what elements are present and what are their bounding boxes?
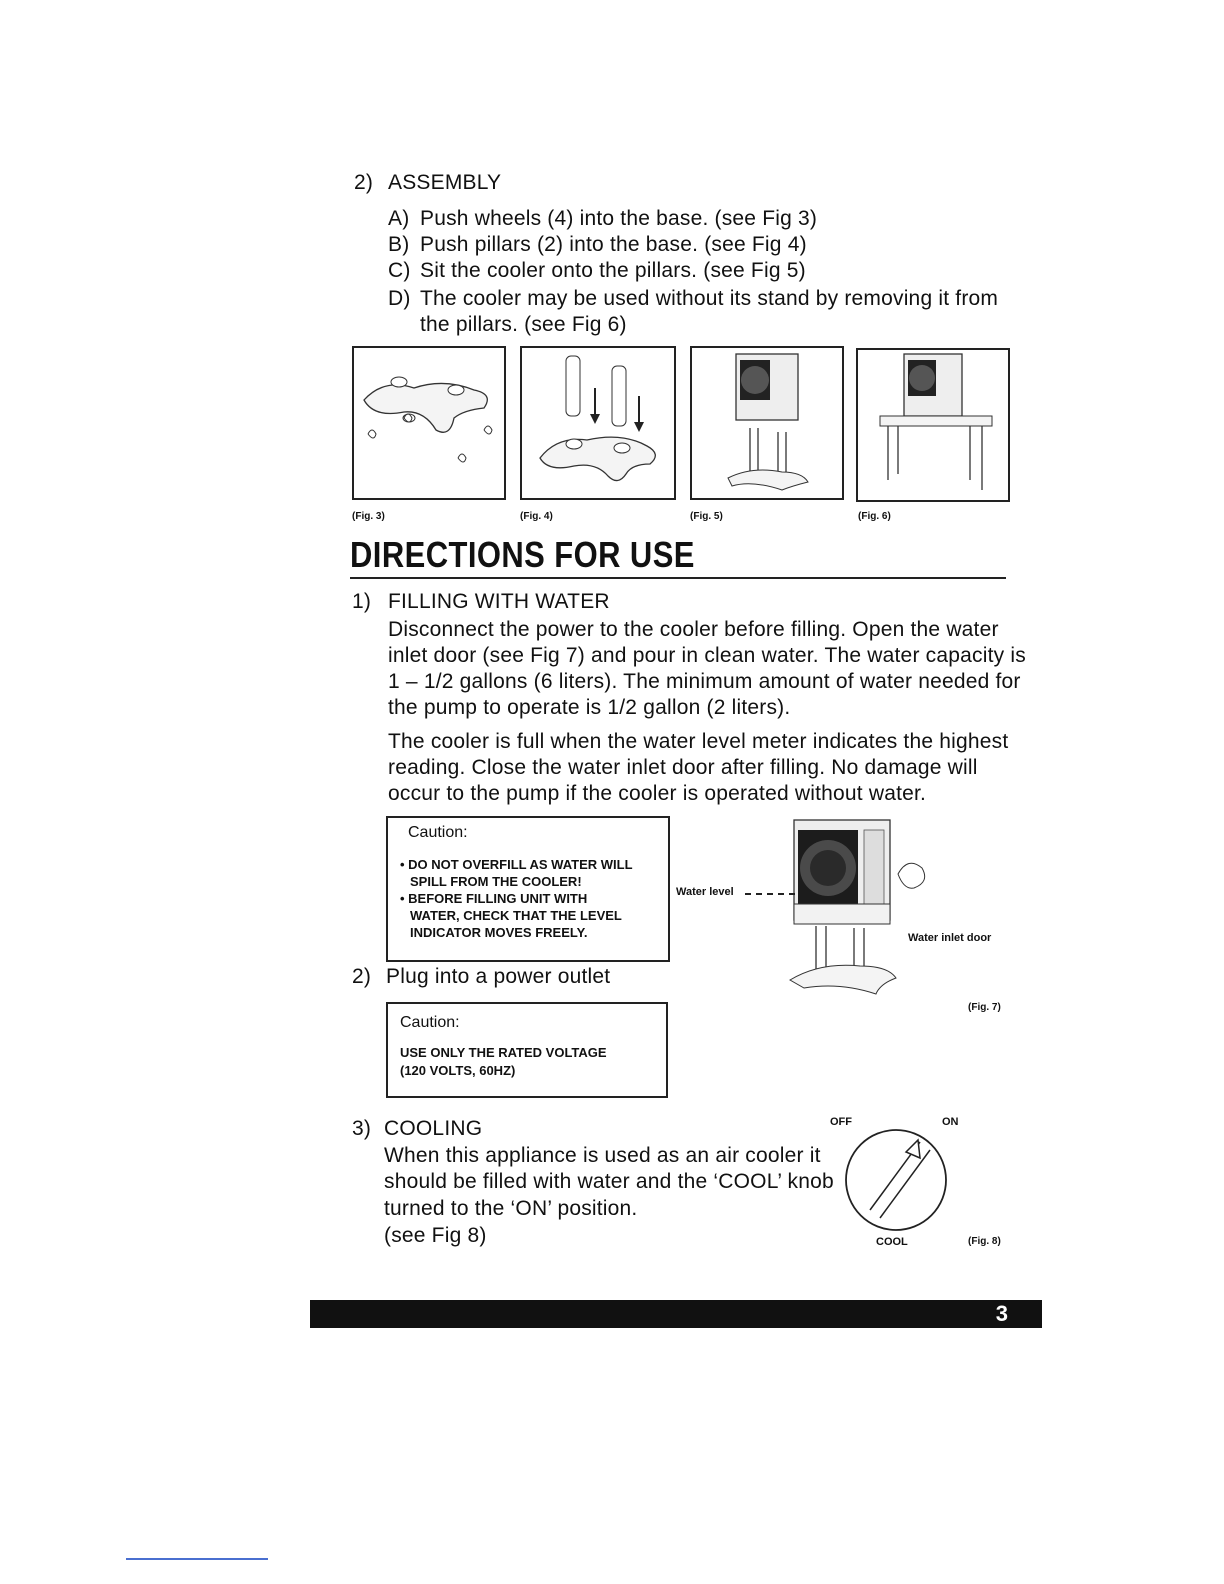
filling-para1-line4: the pump to operate is 1/2 gallon (2 liters).	[388, 696, 791, 719]
cooling-line2: should be filled with water and the ‘COOL’ knob	[384, 1170, 834, 1193]
step-d-letter: D)	[388, 287, 411, 310]
water-level-pointer	[745, 893, 795, 895]
filling-para1-line3: 1 – 1/2 gallons (6 liters). The minimum amount of water needed for	[388, 670, 1021, 693]
knob-cool-label: COOL	[876, 1236, 908, 1248]
step-b-letter: B)	[388, 233, 410, 256]
knob-on-label: ON	[942, 1116, 959, 1128]
fig-6-caption: (Fig. 6)	[858, 511, 891, 522]
filling-title: FILLING WITH WATER	[388, 590, 610, 613]
fig-6-drawing	[858, 350, 1008, 500]
fig-8-caption: (Fig. 8)	[968, 1236, 1001, 1247]
step-d-continued: the pillars. (see Fig 6)	[420, 313, 627, 336]
caution-box-voltage	[386, 1002, 668, 1098]
water-inlet-door-label: Water inlet door	[908, 932, 992, 944]
caution-line: USE ONLY THE RATED VOLTAGE	[400, 1045, 607, 1060]
fig-4-drawing	[522, 348, 674, 498]
step-c-letter: C)	[388, 259, 411, 282]
fig-3-drawing	[354, 348, 504, 498]
page-number: 3	[995, 1301, 1008, 1326]
fig-7-drawing	[780, 816, 950, 1016]
filling-para1-line1: Disconnect the power to the cooler before filling. Open the water	[388, 618, 999, 641]
bottom-rule	[126, 1558, 268, 1560]
filling-number: 1)	[352, 590, 372, 613]
cooling-number: 3)	[352, 1117, 372, 1140]
caution-line: SPILL FROM THE COOLER!	[410, 874, 582, 889]
fig-3-caption: (Fig. 3)	[352, 511, 385, 522]
fig-4-image	[520, 346, 676, 500]
fig-5-image	[690, 346, 844, 500]
step-c-text: Sit the cooler onto the pillars. (see Fig 5)	[420, 259, 806, 282]
cool-knob-drawing	[840, 1126, 956, 1236]
water-level-label: Water level	[676, 886, 734, 898]
fig-6-image	[856, 348, 1010, 502]
fig-4-caption: (Fig. 4)	[520, 511, 553, 522]
filling-para2-line3: occur to the pump if the cooler is operated without water.	[388, 782, 927, 805]
filling-para2-line2: reading. Close the water inlet door after filling. No damage will	[388, 756, 978, 779]
fig-7-image	[780, 816, 950, 1016]
plug-number: 2)	[352, 965, 372, 988]
filling-para2-line1: The cooler is full when the water level meter indicates the highest	[388, 730, 1009, 753]
cooling-line1: When this appliance is used as an air cooler it	[384, 1144, 821, 1167]
caution-line: WATER, CHECK THAT THE LEVEL	[410, 908, 622, 923]
caution-line: • BEFORE FILLING UNIT WITH	[400, 891, 588, 906]
cooling-title: COOLING	[384, 1117, 483, 1140]
knob-off-label: OFF	[830, 1116, 852, 1128]
heading-rule	[350, 577, 1006, 579]
caution-line: (120 VOLTS, 60HZ)	[400, 1063, 516, 1078]
caution-line: • DO NOT OVERFILL AS WATER WILL	[400, 857, 633, 872]
caution-box-filling	[386, 816, 670, 962]
caution-line: INDICATOR MOVES FREELY.	[410, 925, 588, 940]
fig-3-image	[352, 346, 506, 500]
caution-title: Caution:	[408, 824, 468, 841]
caution-title: Caution:	[400, 1014, 460, 1031]
cooling-line3: turned to the ‘ON’ position.	[384, 1197, 638, 1220]
directions-heading: DIRECTIONS FOR USE	[350, 534, 695, 575]
fig-5-drawing	[692, 348, 842, 498]
step-a-text: Push wheels (4) into the base. (see Fig 3)	[420, 207, 818, 230]
fig-5-caption: (Fig. 5)	[690, 511, 723, 522]
cooling-line4: (see Fig 8)	[384, 1224, 487, 1247]
step-a-letter: A)	[388, 207, 410, 230]
assembly-heading: ASSEMBLY	[388, 171, 502, 194]
step-d-text: The cooler may be used without its stand by removing it from	[420, 287, 999, 310]
plug-title: Plug into a power outlet	[386, 965, 611, 988]
footer-bar	[310, 1300, 1042, 1328]
fig-7-caption: (Fig. 7)	[968, 1002, 1001, 1013]
assembly-number: 2)	[354, 171, 374, 194]
cool-knob-diagram	[840, 1126, 956, 1236]
filling-para1-line2: inlet door (see Fig 7) and pour in clean water. The water capacity is	[388, 644, 1026, 667]
step-b-text: Push pillars (2) into the base. (see Fig 4)	[420, 233, 807, 256]
